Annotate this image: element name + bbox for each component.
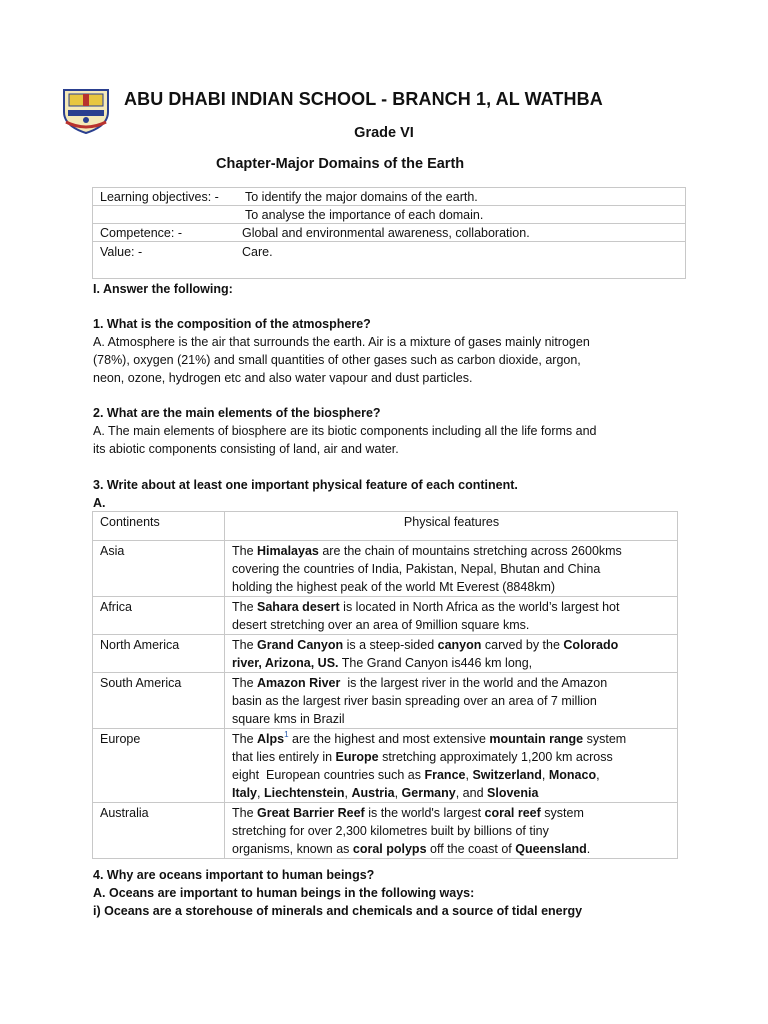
feature-text: Colorado: [563, 638, 619, 652]
feature-text: mountain range: [489, 732, 584, 746]
feature-text: Germany: [401, 786, 456, 800]
school-name: ABU DHABI INDIAN SCHOOL - BRANCH 1, AL WATHBA: [124, 89, 603, 109]
continent-cell: North America: [93, 635, 225, 673]
learning-objectives-label: Learning objectives: -: [100, 190, 219, 204]
competence-label: Competence: -: [100, 226, 182, 240]
feature-text: is located in North Africa as the world’s largest hot: [339, 600, 620, 614]
physical-feature-cell: [225, 541, 678, 597]
table-row: [93, 803, 678, 859]
feature-text: , and: [455, 786, 488, 800]
learning-objective-1: To identify the major domains of the earth.: [245, 190, 478, 204]
feature-text: canyon: [437, 638, 482, 652]
feature-text: Himalayas: [257, 544, 319, 558]
feature-text: Sahara desert: [257, 600, 340, 614]
feature-text: France: [424, 768, 466, 782]
learning-objective-2: To analyse the importance of each domain.: [245, 208, 484, 222]
feature-text: The: [232, 732, 258, 746]
column-header-physical-features: Physical features: [225, 512, 678, 541]
competence-value: Global and environmental awareness, collaboration.: [242, 226, 530, 240]
answer-1-line: A. Atmosphere is the air that surrounds the earth. Air is a mixture of gases mainly nitrogen: [93, 335, 590, 349]
table-header-row: [93, 512, 678, 541]
feature-line: [232, 654, 671, 672]
feature-text: The Grand Canyon is446 km long,: [338, 656, 533, 670]
answer-2-line: its abiotic components consisting of land, air and water.: [93, 442, 399, 456]
feature-line: [232, 692, 671, 710]
feature-line: [232, 674, 671, 692]
feature-text: is a steep-sided: [343, 638, 438, 652]
feature-text: Monaco: [548, 768, 597, 782]
continents-table: [92, 511, 678, 859]
table-row: [93, 635, 678, 673]
question-3: 3. Write about at least one important physical feature of each continent.: [93, 478, 518, 492]
continent-cell: Australia: [93, 803, 225, 859]
feature-text: ,: [541, 768, 549, 782]
feature-line: [232, 840, 671, 858]
continents-table-body: [93, 541, 678, 859]
feature-text: eight European countries such as: [232, 768, 425, 782]
physical-feature-cell: [225, 729, 678, 803]
feature-text: ,: [257, 786, 264, 800]
answer-4-intro: A. Oceans are important to human beings in the following ways:: [93, 886, 475, 900]
feature-line: [232, 560, 671, 578]
table-row: [93, 597, 678, 635]
section-title: I. Answer the following:: [93, 282, 233, 296]
feature-line: [232, 616, 671, 634]
feature-text: is the largest river in the world and the Amazon: [340, 676, 608, 690]
feature-text: The: [232, 600, 258, 614]
question-4: 4. Why are oceans important to human beings?: [93, 868, 375, 882]
feature-line: [232, 636, 671, 654]
column-header-continents: Continents: [93, 512, 225, 541]
objectives-row-4: [93, 243, 685, 261]
physical-feature-cell: [225, 673, 678, 729]
feature-text: Austria: [351, 786, 395, 800]
feature-text: coral reef: [484, 806, 541, 820]
continent-cell: Africa: [93, 597, 225, 635]
feature-text: Alps: [257, 732, 285, 746]
feature-text: Italy: [232, 786, 258, 800]
feature-text: basin as the largest river basin spreading over an area of 7 million: [232, 694, 597, 708]
objectives-row-2: [93, 206, 685, 224]
value-label: Value: -: [100, 245, 143, 259]
value-value: Care.: [242, 245, 273, 259]
feature-text: ,: [344, 786, 352, 800]
feature-text: system: [583, 732, 627, 746]
feature-line: [232, 748, 671, 766]
feature-text: desert stretching over an area of 9million square kms.: [232, 618, 530, 632]
feature-text: Liechtenstein: [263, 786, 345, 800]
feature-text: The: [232, 806, 258, 820]
feature-text: .: [586, 842, 591, 856]
feature-text: are the highest and most extensive: [288, 732, 490, 746]
feature-line: [232, 578, 671, 596]
question-2: 2. What are the main elements of the biosphere?: [93, 406, 381, 420]
feature-text: river, Arizona, US.: [232, 656, 339, 670]
feature-text: is the world's largest: [364, 806, 485, 820]
feature-text: covering the countries of India, Pakistan, Nepal, Bhutan and China: [232, 562, 601, 576]
feature-text: square kms in Brazil: [232, 712, 345, 726]
feature-text: The: [232, 544, 258, 558]
objectives-row-3: [93, 224, 685, 242]
table-row: [93, 729, 678, 803]
table-row: [93, 673, 678, 729]
feature-text: Queensland: [515, 842, 587, 856]
feature-text: Europe: [335, 750, 379, 764]
feature-text: ,: [394, 786, 402, 800]
feature-text: Slovenia: [487, 786, 539, 800]
feature-text: Grand Canyon: [257, 638, 344, 652]
feature-line: [232, 822, 671, 840]
answer-4-point-1: i) Oceans are a storehouse of minerals and chemicals and a source of tidal energy: [93, 904, 583, 918]
feature-text: coral polyps: [352, 842, 427, 856]
continent-cell: South America: [93, 673, 225, 729]
feature-line: [232, 542, 671, 560]
feature-text: stretching approximately 1,200 km across: [378, 750, 613, 764]
feature-text: stretching for over 2,300 kilometres built by billions of tiny: [232, 824, 549, 838]
feature-text: system: [540, 806, 584, 820]
objectives-box: [92, 187, 686, 279]
objectives-row-1: [93, 188, 685, 206]
chapter-title: Chapter-Major Domains of the Earth: [216, 156, 465, 172]
answer-1-line: (78%), oxygen (21%) and small quantities of other gases such as carbon dioxide, argon,: [93, 353, 581, 367]
feature-text: Amazon River: [257, 676, 341, 690]
physical-feature-cell: [225, 597, 678, 635]
feature-text: organisms, known as: [232, 842, 353, 856]
feature-text: carved by the: [481, 638, 564, 652]
footnote-ref[interactable]: 1: [284, 730, 289, 739]
physical-feature-cell: [225, 635, 678, 673]
physical-feature-cell: [225, 803, 678, 859]
feature-text: that lies entirely in: [232, 750, 336, 764]
feature-text: holding the highest peak of the world Mt Everest (8848km): [232, 580, 556, 594]
feature-text: Switzerland: [472, 768, 542, 782]
feature-text: The: [232, 638, 258, 652]
feature-text: ,: [596, 768, 600, 782]
feature-line: [232, 784, 671, 802]
feature-line: [232, 710, 671, 728]
feature-text: Great Barrier Reef: [257, 806, 365, 820]
grade-heading: Grade VI: [354, 125, 414, 141]
feature-text: off the coast of: [426, 842, 516, 856]
continent-cell: Asia: [93, 541, 225, 597]
feature-line: [232, 598, 671, 616]
feature-line: [232, 804, 671, 822]
feature-text: are the chain of mountains stretching across 2600kms: [318, 544, 622, 558]
feature-text: The: [232, 676, 258, 690]
table-row: [93, 541, 678, 597]
question-1: 1. What is the composition of the atmosphere?: [93, 317, 371, 331]
continent-cell: Europe: [93, 729, 225, 803]
feature-line: [232, 766, 671, 784]
feature-line: [232, 730, 671, 748]
answer-3-prefix: A.: [93, 496, 106, 510]
answer-2-line: A. The main elements of biosphere are its biotic components including all the life forms and: [93, 424, 597, 438]
answer-1-line: neon, ozone, hydrogen etc and also water vapour and dust particles.: [93, 371, 473, 385]
feature-text: ,: [465, 768, 473, 782]
